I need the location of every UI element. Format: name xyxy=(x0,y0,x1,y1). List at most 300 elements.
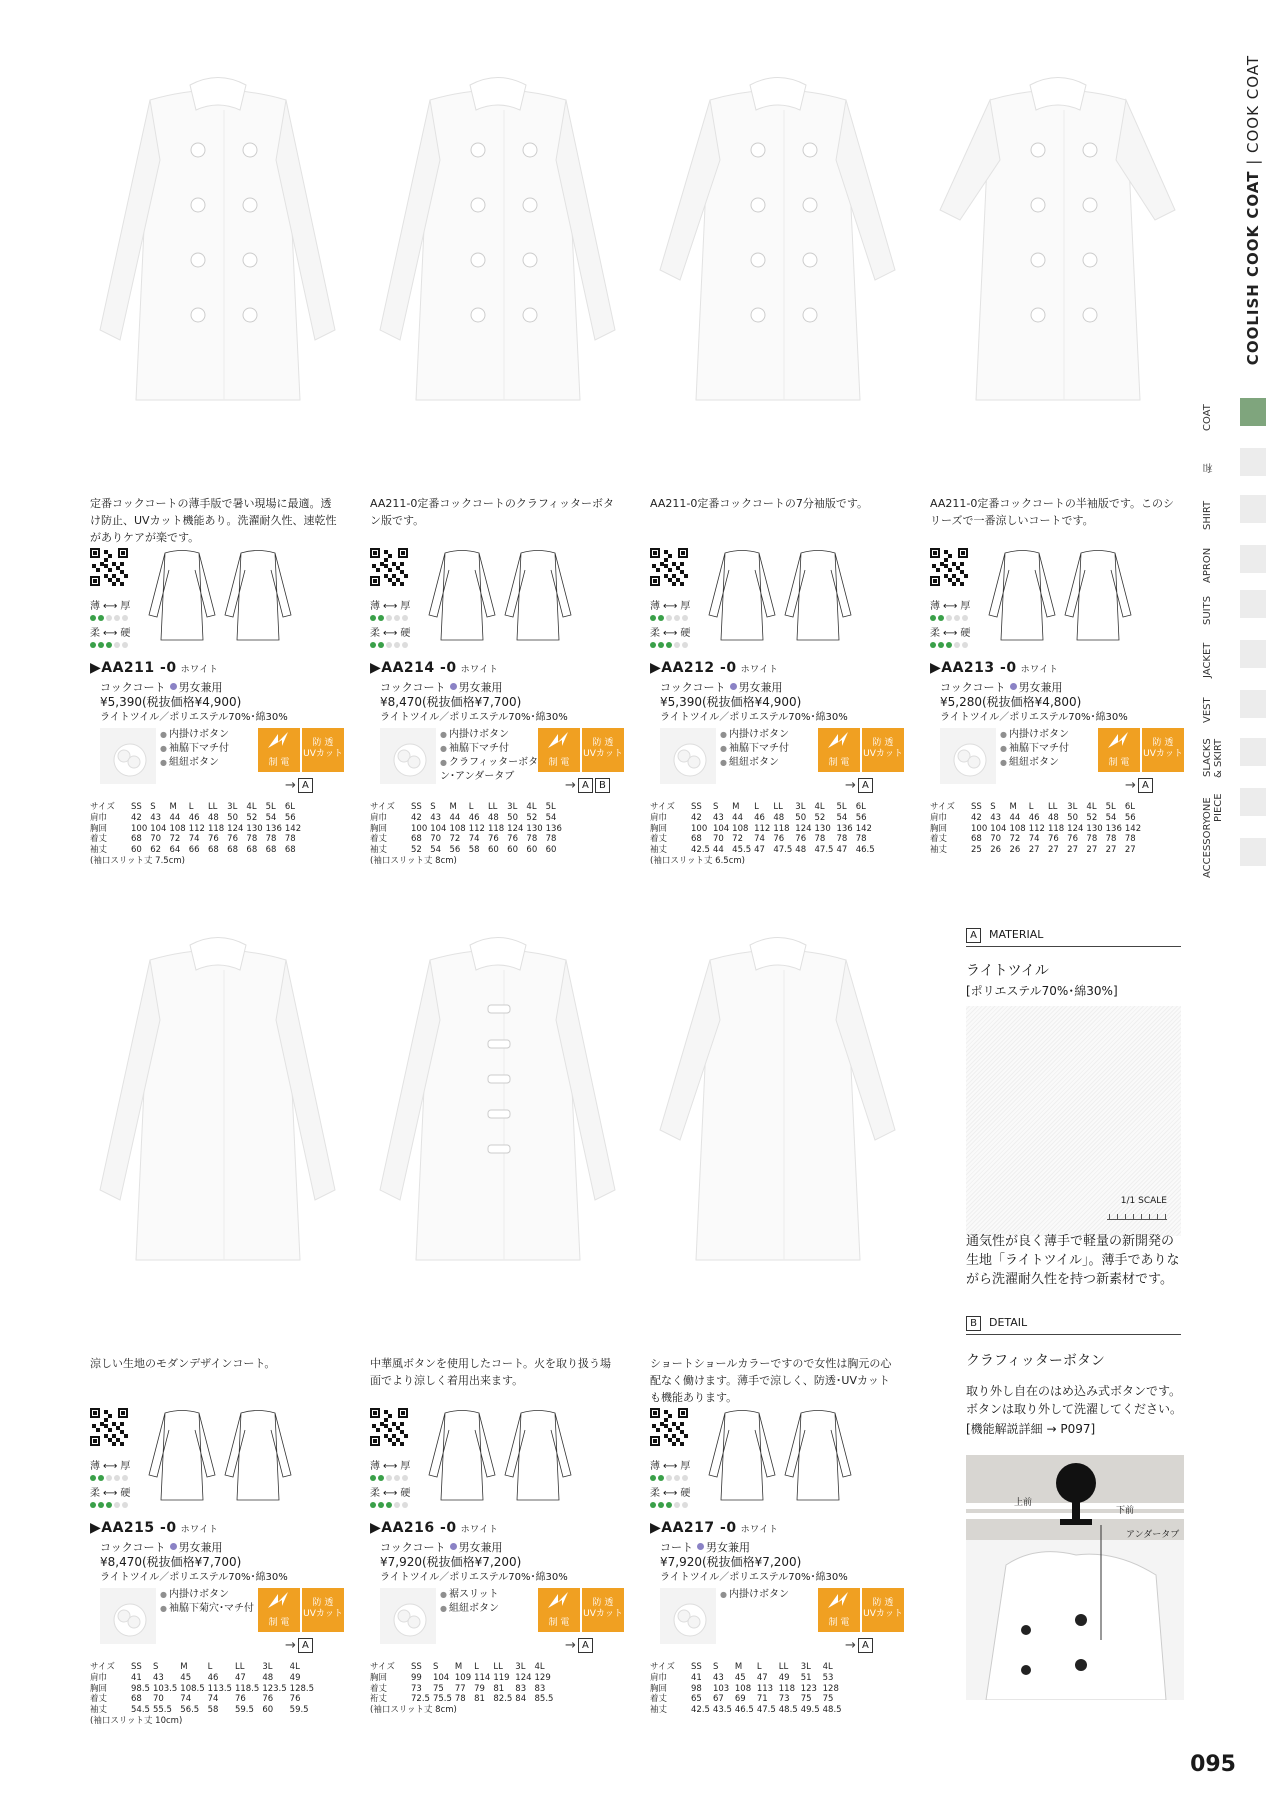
size-header: L xyxy=(468,802,474,812)
nav-tab-marker xyxy=(1240,398,1266,426)
scale-thin-label: 薄 xyxy=(930,601,940,612)
size-row xyxy=(90,834,304,845)
size-row xyxy=(90,824,304,835)
size-value: 104 xyxy=(712,823,730,834)
size-value: 52 xyxy=(246,812,258,823)
unisex-marker xyxy=(170,683,177,690)
scale-hard-label: 硬 xyxy=(680,1488,691,1499)
size-value: 46 xyxy=(1028,812,1040,823)
fabric-swatch xyxy=(100,1588,156,1644)
product-code xyxy=(90,1520,218,1536)
softness-dot xyxy=(98,1502,104,1508)
thickness-dots xyxy=(370,1475,410,1481)
thickness-dot xyxy=(954,615,960,621)
size-value: 56 xyxy=(1124,812,1136,823)
size-value: 85.5 xyxy=(534,1694,554,1705)
softness-dots xyxy=(370,642,410,648)
size-row-label: 胸回 xyxy=(650,823,668,834)
product-code xyxy=(650,660,778,676)
reference-boxes xyxy=(845,778,873,793)
fabric-swatch xyxy=(660,728,716,784)
product-type-line xyxy=(940,680,1190,695)
lightning-icon xyxy=(258,1588,300,1614)
nav-item-8[interactable]: ONE PIECE xyxy=(1202,793,1224,823)
size-row xyxy=(90,1673,317,1684)
fabric-swatch xyxy=(660,1588,716,1644)
size-value: 27 xyxy=(1067,845,1078,856)
nav-item-7[interactable]: SLACKS & SKIRT xyxy=(1202,738,1224,778)
size-value: 68 xyxy=(411,834,422,845)
material-letter: A xyxy=(966,928,981,943)
product-type-line xyxy=(100,1540,350,1555)
softness-dot xyxy=(106,642,112,648)
thickness-dot xyxy=(386,615,392,621)
product-type: コックコート xyxy=(380,1541,446,1554)
softness-dot xyxy=(90,1502,96,1508)
size-value: 100 xyxy=(971,823,988,834)
size-row-label: 肩巾 xyxy=(650,1672,668,1683)
size-row xyxy=(650,813,878,824)
product-gender: 男女兼用 xyxy=(458,681,503,694)
product-type: コックコート xyxy=(940,681,1006,694)
size-value: 68 xyxy=(246,845,258,856)
nav-item-6[interactable]: VEST xyxy=(1202,697,1213,723)
thickness-dot xyxy=(650,1475,656,1481)
fabric-feel-scale xyxy=(370,600,410,648)
product-price: ¥5,280(税抜価格¥4,800) xyxy=(940,695,1082,709)
size-row-label: 袖丈 xyxy=(650,845,668,856)
product-description: 定番コックコートの薄手版で暑い現場に最適。透け防止、UVカット機能あり。洗濯耐久性、速乾性がありケアが楽です。 xyxy=(90,497,337,544)
fabric-feel-scale xyxy=(370,1460,410,1508)
size-value: 44 xyxy=(449,812,461,823)
size-value: 104 xyxy=(432,1672,450,1683)
size-header: S xyxy=(432,1662,439,1672)
scale-arrow: ⟷ xyxy=(943,601,958,612)
size-value: 118.5 xyxy=(234,1683,260,1694)
scale-thick-label: 厚 xyxy=(960,601,971,612)
product-description: AA211-0定番コックコートの7分袖版です。 xyxy=(650,497,868,510)
qr-code[interactable] xyxy=(90,548,128,586)
size-value: 104 xyxy=(990,823,1007,834)
size-value: 136 xyxy=(265,823,282,834)
product-card-2 xyxy=(650,40,905,900)
feature-item: ● 内掛けボタン xyxy=(1000,728,1110,742)
softness-dot xyxy=(122,1502,128,1508)
size-value: 72.5 xyxy=(411,1694,430,1705)
product-features xyxy=(720,728,830,770)
size-value: 83 xyxy=(534,1683,546,1694)
softness-dot xyxy=(122,642,128,648)
product-fabric: ライトツイル／ポリエステル70%･綿30% xyxy=(100,712,288,723)
arrow-right-icon: → xyxy=(285,778,296,793)
size-value: 68 xyxy=(971,834,982,845)
size-value: 56 xyxy=(449,845,461,856)
product-card-0 xyxy=(90,40,345,900)
thickness-dot xyxy=(658,1475,664,1481)
size-value: 118 xyxy=(1047,823,1065,834)
size-row-label: 着丈 xyxy=(930,834,948,845)
thickness-dot xyxy=(98,1475,104,1481)
size-row-label: 肩巾 xyxy=(370,812,388,823)
size-value: 65 xyxy=(691,1694,702,1705)
size-table-grid xyxy=(90,802,304,856)
size-header: 4L xyxy=(289,1662,300,1672)
reference-box[interactable]: A xyxy=(298,778,313,793)
antistatic-badge xyxy=(538,728,580,772)
size-value: 74 xyxy=(188,834,200,845)
size-row-label: 袖丈 xyxy=(650,1705,668,1716)
scale-soft-label: 柔 xyxy=(370,628,380,639)
size-value: 136 xyxy=(836,823,853,834)
softness-row xyxy=(90,1487,130,1500)
product-type-line xyxy=(100,680,350,695)
scale-arrow: ⟷ xyxy=(103,1488,118,1499)
nav-item-2[interactable]: SHIRT xyxy=(1202,500,1213,530)
size-header: LL xyxy=(487,802,498,812)
size-value: 27 xyxy=(1086,845,1098,856)
thickness-dot xyxy=(122,615,128,621)
size-value: 142 xyxy=(855,823,872,834)
size-value: 76 xyxy=(507,834,518,845)
nav-tab-marker xyxy=(1240,738,1266,766)
lightning-icon xyxy=(818,1588,860,1614)
feature-item: ● 裾スリット xyxy=(440,1588,550,1602)
softness-dot xyxy=(650,642,656,648)
product-color: ホワイト xyxy=(460,665,499,675)
softness-dot xyxy=(666,1502,672,1508)
fabric-feel-scale xyxy=(930,600,970,648)
size-value: 82.5 xyxy=(493,1694,513,1705)
thickness-dot xyxy=(674,615,680,621)
scale-thin-label: 薄 xyxy=(90,1461,100,1472)
size-row-label: 裄丈 xyxy=(370,1694,388,1705)
product-type-line xyxy=(380,1540,630,1555)
fabric-feel-scale xyxy=(90,1460,130,1508)
softness-row xyxy=(650,1487,690,1500)
size-row-label: 肩巾 xyxy=(650,812,668,823)
feature-item: ● 内掛けボタン xyxy=(720,1588,830,1602)
antistatic-badge xyxy=(1098,728,1140,772)
size-value: 48 xyxy=(1047,812,1059,823)
qr-code[interactable] xyxy=(930,548,968,586)
product-photo xyxy=(370,40,625,435)
size-value: 43 xyxy=(430,812,442,823)
thickness-row xyxy=(370,1460,410,1473)
product-code xyxy=(650,1520,778,1536)
qr-code[interactable] xyxy=(650,1408,688,1446)
size-value: 47.5 xyxy=(814,845,834,856)
size-value: 78 xyxy=(265,834,277,845)
scale-arrow: ⟷ xyxy=(103,628,118,639)
size-value: 78 xyxy=(1105,834,1117,845)
size-header: S xyxy=(712,802,719,812)
scale-thin-label: 薄 xyxy=(650,601,660,612)
sun-icon xyxy=(862,1588,904,1598)
size-value: 45 xyxy=(734,1672,746,1683)
reference-box[interactable]: A xyxy=(578,1638,593,1653)
size-row xyxy=(370,1684,556,1695)
size-value: 130 xyxy=(1086,823,1103,834)
button-detail-illustration xyxy=(966,1455,1184,1700)
scale-thick-label: 厚 xyxy=(680,1461,691,1472)
lightning-icon xyxy=(1098,728,1140,754)
size-value: 112 xyxy=(188,823,205,834)
size-value: 54 xyxy=(1105,812,1117,823)
size-value: 68 xyxy=(207,845,219,856)
size-header: S xyxy=(430,802,436,812)
thickness-dot xyxy=(114,615,120,621)
thickness-dot xyxy=(666,1475,672,1481)
product-description: AA211-0定番コックコートの半袖版です。このシリーズで一番涼しいコートです。 xyxy=(930,497,1174,527)
reference-box[interactable]: A xyxy=(858,778,873,793)
antistatic-badge xyxy=(258,728,300,772)
size-value: 74 xyxy=(1028,834,1040,845)
size-label: サイズ xyxy=(370,1662,395,1672)
sun-icon xyxy=(582,728,624,738)
product-card-5 xyxy=(370,900,625,1760)
product-type: コックコート xyxy=(100,1541,166,1554)
size-value: 119 xyxy=(493,1672,510,1683)
size-value: 67 xyxy=(712,1694,724,1705)
nav-item-4[interactable]: SUITS xyxy=(1202,595,1213,625)
size-value: 128.5 xyxy=(289,1683,314,1694)
softness-dot xyxy=(954,642,960,648)
product-info xyxy=(100,680,350,725)
antistatic-label: 制 電 xyxy=(1108,758,1130,768)
size-header: S xyxy=(990,802,996,812)
uv-label-2: UVカット xyxy=(303,749,343,759)
product-type: コート xyxy=(660,1541,693,1554)
product-description: ショートショールカラーですので女性は胸元の心配なく働けます。薄手で涼しく、防透･UVカットも機能あります。 xyxy=(650,1357,892,1404)
size-value: 54 xyxy=(836,812,848,823)
reference-box[interactable]: A xyxy=(298,1638,313,1653)
size-row xyxy=(930,845,1144,856)
reference-box[interactable]: A xyxy=(858,1638,873,1653)
size-value: 43.5 xyxy=(712,1705,732,1716)
size-header: 5L xyxy=(836,802,847,812)
sun-icon xyxy=(302,728,344,738)
size-row xyxy=(650,1673,845,1684)
reference-box[interactable]: B xyxy=(595,778,610,793)
thickness-dots xyxy=(90,615,130,621)
unisex-marker xyxy=(697,1543,704,1550)
product-type: コックコート xyxy=(100,681,166,694)
product-color: ホワイト xyxy=(460,1525,499,1535)
thickness-row xyxy=(930,600,970,613)
scale-arrow: ⟷ xyxy=(663,628,678,639)
size-value: 27 xyxy=(1028,845,1040,856)
material-composition: [ポリエステル70%･綿30%] xyxy=(966,984,1118,998)
size-header: LL xyxy=(1047,802,1058,812)
size-value: 124 xyxy=(1067,823,1084,834)
size-header: M xyxy=(732,802,740,812)
scale-hard-label: 硬 xyxy=(680,628,691,639)
size-value: 81 xyxy=(474,1694,485,1705)
detail-header xyxy=(966,1316,1181,1335)
product-price: ¥8,470(税抜価格¥7,700) xyxy=(100,1555,242,1569)
size-value: 45.5 xyxy=(732,845,752,856)
antistatic-badge xyxy=(538,1588,580,1632)
scale-label: 1/1 SCALE xyxy=(1120,1196,1167,1206)
size-value: 108 xyxy=(169,823,186,834)
product-features xyxy=(720,1588,830,1602)
nav-item-3[interactable]: APRON xyxy=(1202,547,1213,583)
size-value: 53 xyxy=(822,1672,834,1683)
size-header: 3L xyxy=(515,1662,526,1672)
softness-dot xyxy=(394,642,400,648)
thickness-dot xyxy=(122,1475,128,1481)
size-table-grid xyxy=(930,802,1144,856)
size-value: 52 xyxy=(526,812,538,823)
feature-item: ● 組紐ボタン xyxy=(1000,756,1110,770)
thickness-dot xyxy=(394,1475,400,1481)
thickness-dot xyxy=(962,615,968,621)
size-value: 73 xyxy=(778,1694,790,1705)
size-row-label: 袖丈 xyxy=(90,1705,108,1716)
product-gender: 男女兼用 xyxy=(178,1541,223,1554)
reference-box[interactable]: A xyxy=(1138,778,1153,793)
size-value: 78 xyxy=(814,834,826,845)
nav-item-9[interactable]: ACCESSORY xyxy=(1202,818,1213,878)
fabric-feel-scale xyxy=(650,1460,690,1508)
antistatic-label: 制 電 xyxy=(548,1618,570,1628)
scale-thick-label: 厚 xyxy=(400,601,411,612)
product-code-text: ▶AA211 -0 xyxy=(90,660,177,676)
size-value: 52 xyxy=(1086,812,1098,823)
product-fabric: ライトツイル／ポリエステル70%･綿30% xyxy=(940,712,1128,723)
size-value: 118 xyxy=(487,823,505,834)
size-value: 114 xyxy=(474,1672,491,1683)
size-row-label: 着丈 xyxy=(650,1694,668,1705)
unisex-marker xyxy=(1010,683,1017,690)
antistatic-badge xyxy=(818,728,860,772)
size-value: 50 xyxy=(1067,812,1078,823)
technical-drawing xyxy=(705,545,855,649)
size-value: 70 xyxy=(150,834,162,845)
scale-soft-label: 柔 xyxy=(370,1488,380,1499)
size-header: 3L xyxy=(795,802,806,812)
size-value: 78 xyxy=(855,834,867,845)
size-value: 79 xyxy=(474,1683,485,1694)
size-value: 118 xyxy=(207,823,225,834)
qr-code[interactable] xyxy=(370,1408,408,1446)
product-color: ホワイト xyxy=(740,665,779,675)
softness-dot xyxy=(402,1502,408,1508)
size-table-grid xyxy=(370,1662,556,1705)
product-type-line xyxy=(660,680,910,695)
uv-label-1: 防 透 xyxy=(1152,738,1174,748)
size-value: 49 xyxy=(778,1672,790,1683)
size-value: 43 xyxy=(150,812,162,823)
size-value: 46 xyxy=(468,812,480,823)
scale-arrow: ⟷ xyxy=(383,1488,398,1499)
softness-dot xyxy=(946,642,952,648)
softness-dot xyxy=(370,642,376,648)
detail-heading: DETAIL xyxy=(989,1316,1028,1329)
scale-thick-label: 厚 xyxy=(680,601,691,612)
size-table xyxy=(930,802,1144,856)
size-value: 48 xyxy=(773,812,785,823)
size-table xyxy=(370,802,565,867)
size-value: 108 xyxy=(449,823,466,834)
uv-label-2: UVカット xyxy=(863,749,903,759)
product-photo xyxy=(650,900,905,1295)
qr-code[interactable] xyxy=(370,548,408,586)
size-value: 112 xyxy=(468,823,485,834)
size-value: 98.5 xyxy=(131,1683,150,1694)
product-color: ホワイト xyxy=(180,665,219,675)
size-value: 43 xyxy=(712,812,724,823)
size-row xyxy=(370,845,565,856)
softness-dot xyxy=(394,1502,400,1508)
thickness-dot xyxy=(666,615,672,621)
thickness-dots xyxy=(650,615,690,621)
size-table xyxy=(370,1662,556,1716)
size-value: 76 xyxy=(1047,834,1059,845)
title-bold: COOLISH COOK COAT xyxy=(1244,170,1262,366)
size-value: 76 xyxy=(234,1694,246,1705)
qr-code[interactable] xyxy=(90,1408,128,1446)
softness-dots xyxy=(90,642,130,648)
antistatic-badge xyxy=(818,1588,860,1632)
scale-arrow: ⟷ xyxy=(663,601,678,612)
size-header: LL xyxy=(778,1662,789,1672)
thickness-dot xyxy=(90,615,96,621)
size-header: L xyxy=(1028,802,1034,812)
size-value: 76 xyxy=(262,1694,274,1705)
size-value: 74 xyxy=(180,1694,192,1705)
size-value: 25 xyxy=(971,845,982,856)
size-value: 60 xyxy=(131,845,142,856)
size-header: 6L xyxy=(1124,802,1136,812)
size-header: 4L xyxy=(534,1662,545,1672)
product-type: コックコート xyxy=(380,681,446,694)
product-info xyxy=(940,680,1190,725)
reference-box[interactable]: A xyxy=(578,778,593,793)
thickness-dot xyxy=(650,615,656,621)
size-value: 59.5 xyxy=(234,1705,254,1716)
product-info xyxy=(660,680,910,725)
size-value: 74 xyxy=(754,834,765,845)
thickness-dot xyxy=(90,1475,96,1481)
scale-hard-label: 硬 xyxy=(120,1488,131,1499)
product-gender: 男女兼用 xyxy=(1018,681,1063,694)
unisex-marker xyxy=(170,1543,177,1550)
size-header: 3L xyxy=(800,1662,811,1672)
size-value: 48.5 xyxy=(778,1705,798,1716)
uv-badge xyxy=(302,728,344,772)
size-value: 56.5 xyxy=(180,1705,200,1716)
product-code-text: ▶AA213 -0 xyxy=(930,660,1017,676)
product-fabric: ライトツイル／ポリエステル70%･綿30% xyxy=(380,1572,568,1583)
size-value: 46.5 xyxy=(855,845,875,856)
size-table xyxy=(90,802,304,867)
size-note: (袖口スリット丈 6.5cm) xyxy=(650,855,745,866)
qr-code[interactable] xyxy=(650,548,688,586)
feature-item: ● クラフィッターボタン･アンダータブ xyxy=(440,756,550,784)
sun-icon xyxy=(862,728,904,738)
softness-dot xyxy=(386,642,392,648)
size-table-grid xyxy=(650,1662,845,1716)
size-value: 43 xyxy=(152,1672,164,1683)
size-value: 68 xyxy=(131,834,142,845)
size-value: 124 xyxy=(227,823,244,834)
nav-item-5[interactable]: JACKET xyxy=(1202,642,1213,678)
nav-tab-marker xyxy=(1240,590,1266,618)
nav-item-0[interactable]: COAT xyxy=(1202,404,1213,432)
nav-item-1[interactable]: 和 xyxy=(1204,463,1215,473)
size-row xyxy=(90,845,304,856)
